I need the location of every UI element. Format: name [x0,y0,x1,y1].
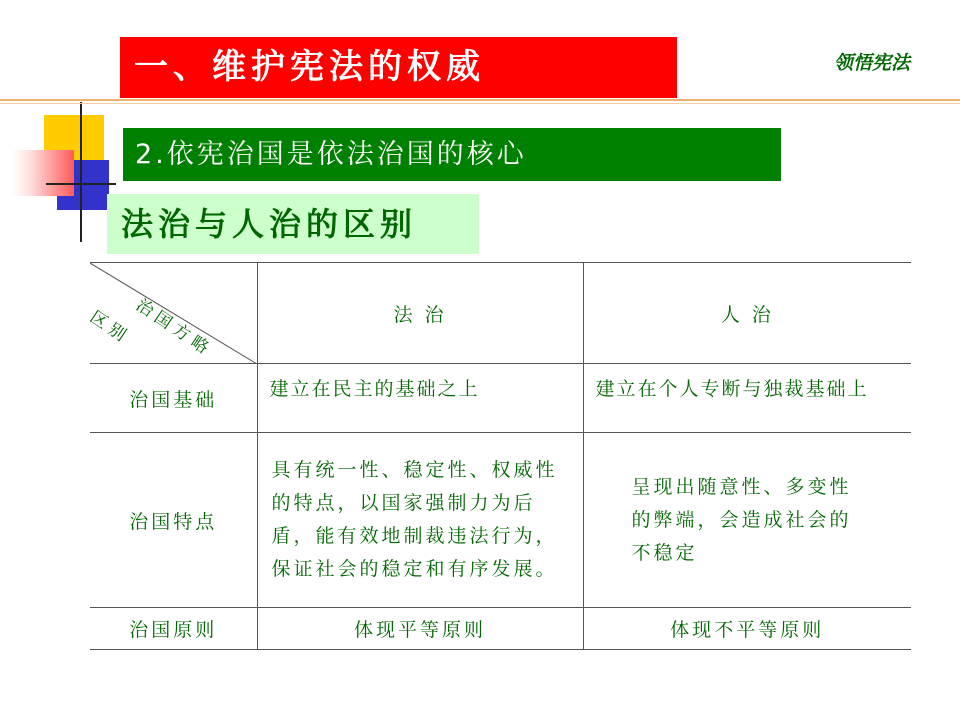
rule-of-man-cell: 体现不平等原则 [583,608,911,650]
header-strategy-label: 治国方略 [132,295,217,361]
section-title: 法治与人治的区别 [107,194,479,254]
header-difference-label: 区别 [86,307,134,349]
rule-of-man-cell: 呈现出随意性、多变性的弊端，会造成社会的不稳定 [583,433,911,608]
table-header-row [90,263,911,364]
comparison-table [86,262,911,650]
decorative-red-gradient-square [12,150,74,196]
table-row [90,364,911,433]
diagonal-header-cell [86,263,257,364]
rule-of-law-cell: 具有统一性、稳定性、权威性的特点，以国家强制力为后盾，能有效地制裁违法行为，保证社会的稳定和有序发展。 [257,433,583,608]
header-divider [0,99,960,101]
column-header-rule-of-man: 人 治 [583,263,911,364]
row-label: 治国特点 [90,433,257,608]
row-label: 治国原则 [90,608,257,650]
column-header-rule-of-law: 法 治 [257,263,583,364]
decorative-vertical-line [80,102,82,242]
slide-subtitle: 2.依宪治国是依法治国的核心 [123,128,781,181]
rule-of-law-cell: 建立在民主的基础之上 [257,364,583,433]
rule-of-man-cell: 建立在个人专断与独裁基础上 [583,364,911,433]
header-divider-thin [0,103,960,104]
table-row [90,433,911,608]
slide-title: 一、维护宪法的权威 [120,37,677,98]
rule-of-law-cell: 体现平等原则 [257,608,583,650]
table-row [90,608,911,650]
chapter-label: 领悟宪法 [834,52,911,74]
decorative-horizontal-line [46,183,116,185]
row-label: 治国基础 [90,364,257,433]
